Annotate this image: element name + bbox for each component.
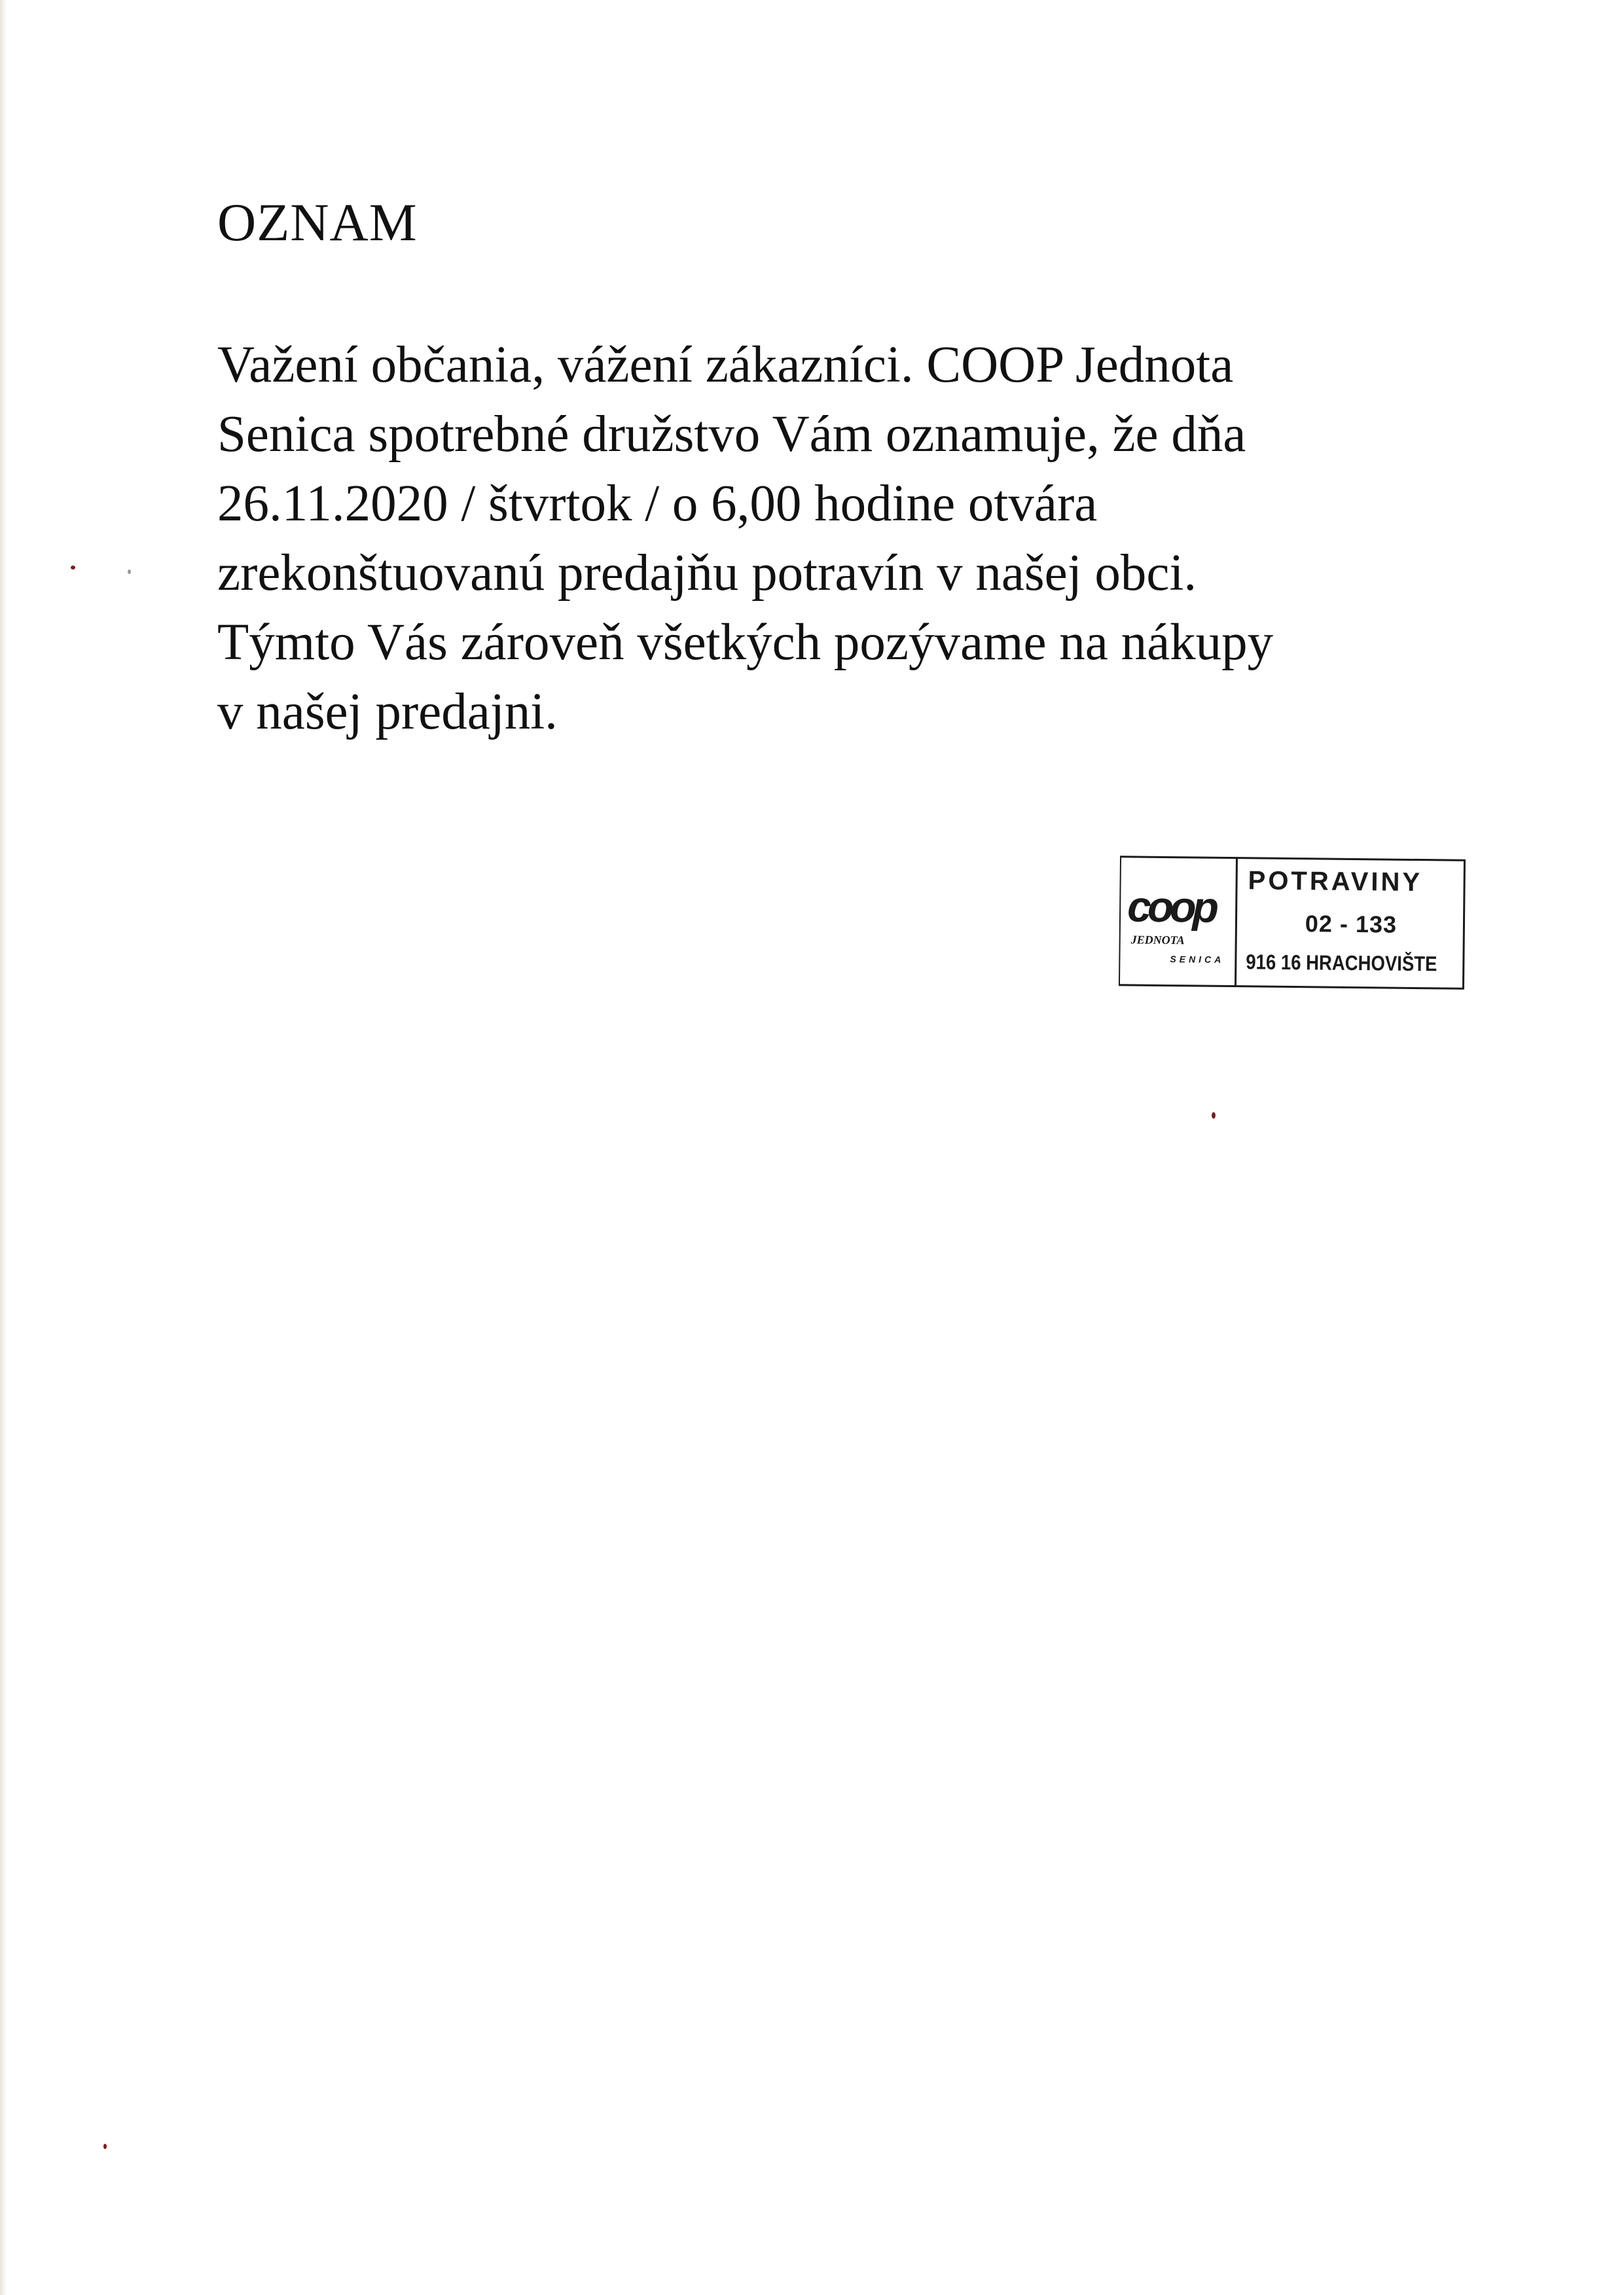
body-line-6: v našej predajni. — [217, 683, 558, 740]
stamp-address: 916 16 HRACHOVIŠTE — [1246, 950, 1437, 976]
scan-edge — [0, 0, 7, 2295]
body-line-4: zrekonštuovanú predajňu potravín v našej obci. — [217, 545, 1197, 602]
stamp-info — [1238, 857, 1464, 988]
coop-logo — [1124, 867, 1233, 980]
coop-wordmark: coop — [1127, 882, 1216, 931]
store-stamp — [1119, 856, 1465, 988]
scan-speck — [1212, 1112, 1216, 1119]
stamp-store-code: 02 - 133 — [1305, 910, 1398, 938]
body-line-5: Týmto Vás zároveň všetkých pozývame na nákupy — [217, 614, 1274, 671]
coop-subtext-senica: SENICA — [1170, 954, 1225, 965]
body-line-3: 26.11.2020 / štvrtok / o 6,00 hodine otvára — [217, 475, 1098, 532]
stamp-heading: POTRAVINY — [1248, 866, 1423, 897]
scan-speck — [71, 566, 75, 569]
document-title: OZNAM — [217, 192, 418, 252]
scan-speck — [128, 569, 131, 574]
scan-speck — [103, 2144, 107, 2149]
body-line-2: Senica spotrebné družstvo Vám oznamuje, že dňa — [217, 406, 1246, 463]
coop-logo-graphic — [1124, 867, 1233, 980]
announcement-body — [217, 331, 1526, 747]
coop-subtext-jednota: JEDNOTA — [1130, 933, 1185, 947]
body-line-1: Važení občania, vážení zákazníci. COOP Jednota — [217, 336, 1234, 393]
